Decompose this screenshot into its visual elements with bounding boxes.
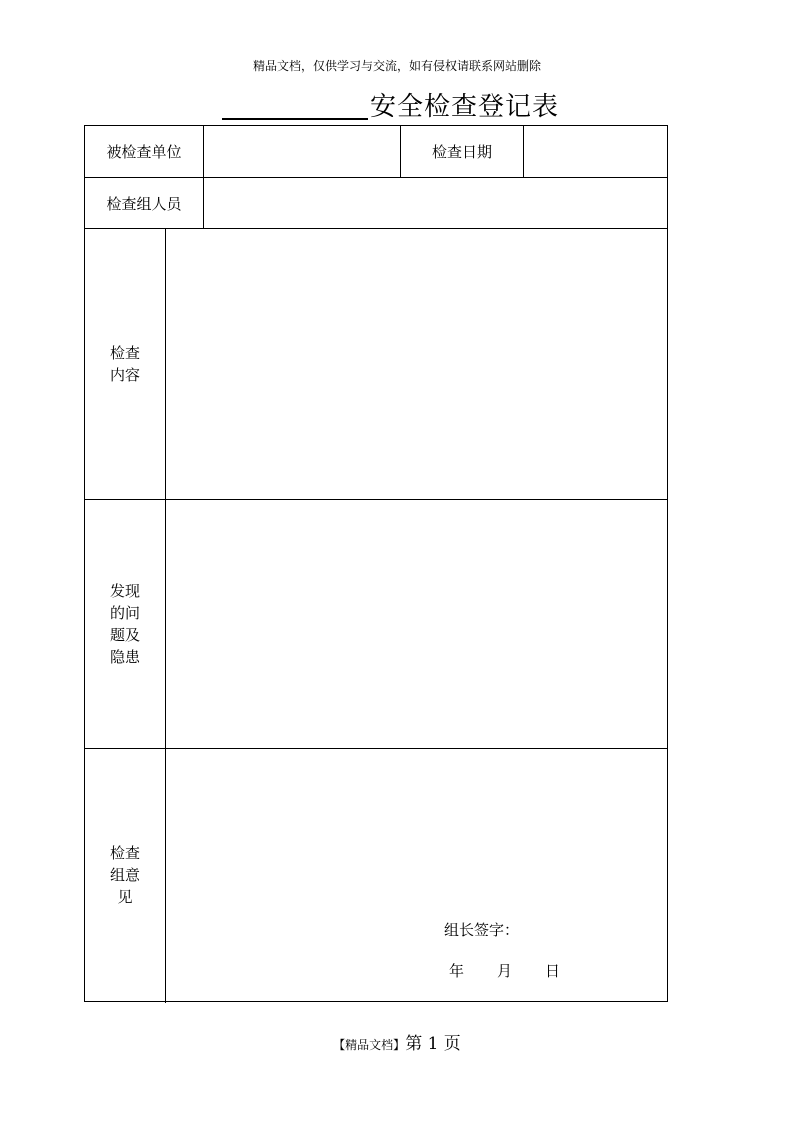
problems-found-field[interactable]: [166, 500, 668, 748]
problems-found-label-line: 隐患: [109, 648, 140, 666]
inspection-content-label-line: 内容: [109, 366, 140, 384]
team-members-label: 检查组人员: [106, 194, 182, 213]
inspection-content-label-line: 检查: [109, 344, 140, 362]
team-opinion-field[interactable]: [166, 749, 668, 1001]
team-opinion-label-line: 见: [117, 888, 133, 906]
team-opinion-label-line: 组意: [109, 866, 140, 884]
day-label: 日: [545, 962, 561, 980]
inspected-unit-field[interactable]: [204, 126, 400, 177]
inspection-date-label: 检查日期: [431, 143, 492, 161]
title-blank-line[interactable]: [222, 88, 368, 120]
inspection-content-label: [85, 229, 165, 499]
leader-signature-label: 组长签字：: [444, 921, 520, 939]
team-opinion-label: [85, 749, 165, 1001]
page-title: 安全检查登记表: [370, 92, 560, 122]
inspection-content-field[interactable]: [166, 229, 668, 499]
problems-found-label-line: 的问: [109, 604, 140, 622]
header-note: 精品文档，仅供学习与交流，如有侵权请联系网站删除: [252, 59, 541, 73]
problems-found-label-line: 题及: [109, 626, 140, 644]
team-members-field[interactable]: [204, 178, 668, 228]
year-label: 年: [449, 962, 465, 980]
month-label: 月: [497, 962, 513, 980]
problems-found-label-line: 发现: [109, 582, 140, 600]
title-row: [222, 88, 559, 124]
problems-found-label: [85, 500, 165, 748]
page-footer: [0, 1033, 794, 1056]
footer-doc-label: 【精品文档】: [333, 1038, 406, 1052]
footer-page-number: 第 1 页: [405, 1034, 461, 1054]
team-opinion-label-line: 检查: [109, 844, 140, 862]
inspected-unit-label: 被检查单位: [106, 143, 182, 161]
inspection-date-field[interactable]: [524, 126, 668, 177]
inspection-form: [84, 125, 668, 1002]
